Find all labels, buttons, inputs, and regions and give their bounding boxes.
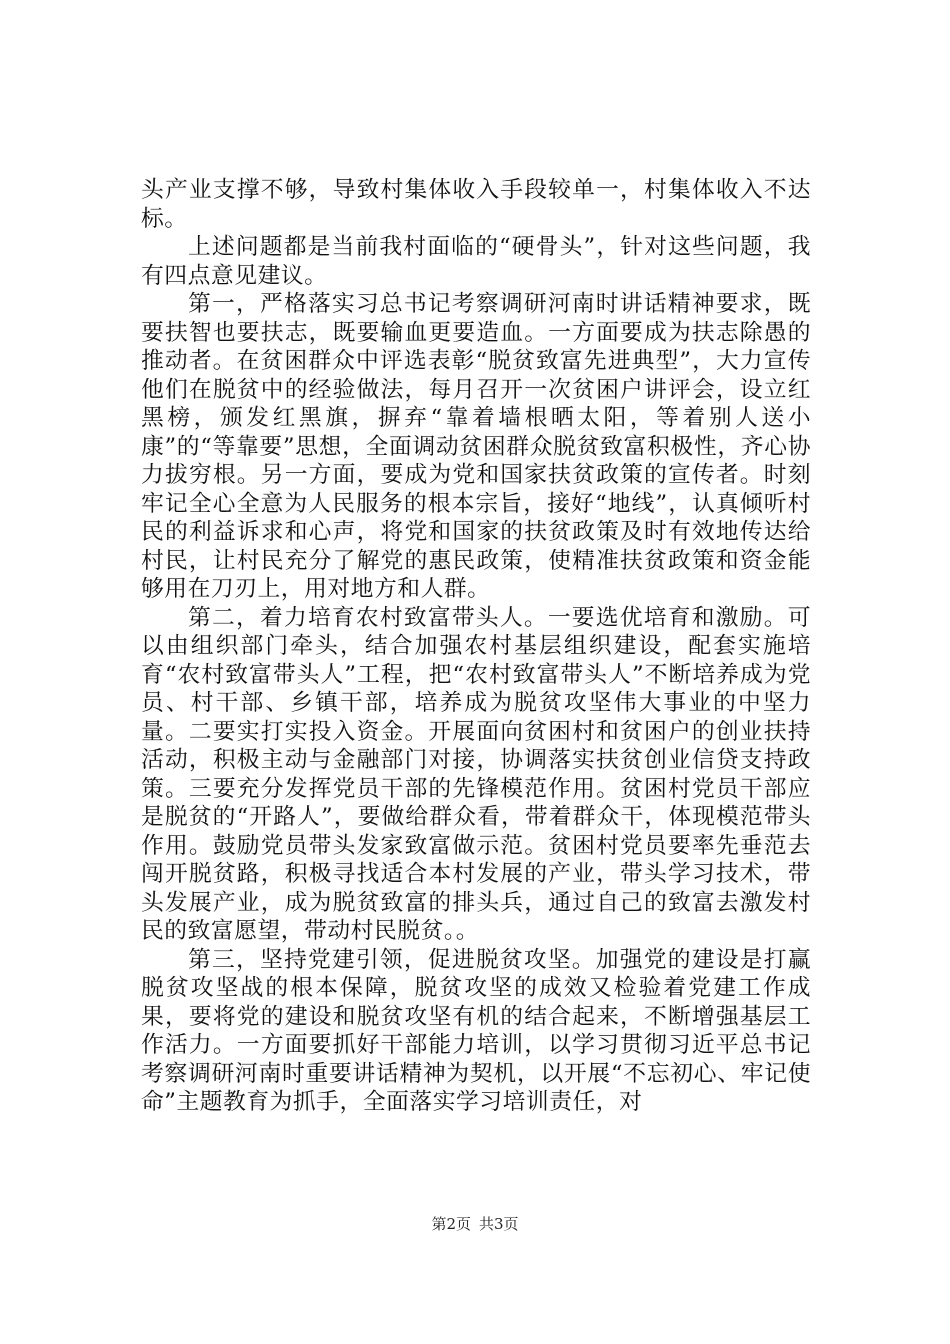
document-body	[141, 176, 811, 1117]
paragraph-2: 上述问题都是当前我村面临的“硬骨头”，针对这些问题，我有四点意见建议。	[141, 234, 811, 289]
paragraph-3: 第一，严格落实习总书记考察调研河南时讲话精神要求，既要扶智也要扶志，既要输血更要造血。一方面要成为扶志除愚的推动者。在贫困群众中评选表彰“脱贫致富先进典型”，大力宣传他们在脱贫中的经验做法，每月召开一次贫困户讲评会，设立红黑榜，颁发红黑旗，摒弃“靠着墙根晒太阳，等着别人送小康”的“等靠要”思想，全面调动贫困群众脱贫致富积极性，齐心协力拔穷根。另一方面，要成为党和国家扶贫政策的宣传者。时刻牢记全心全意为人民服务的根本宗旨，接好“地线”，认真倾听村民的利益诉求和心声，将党和国家的扶贫政策及时有效地传达给村民，让村民充分了解党的惠民政策，使精准扶贫政策和资金能够用在刀刃上，用对地方和人群。	[141, 291, 811, 602]
page-number-total: 共3页	[479, 1215, 519, 1233]
paragraph-4: 第二，着力培育农村致富带头人。一要选优培育和激励。可以由组织部门牵头，结合加强农村基层组织建设，配套实施培育“农村致富带头人”工程，把“农村致富带头人”不断培养成为党员、村干部、乡镇干部，培养成为脱贫攻坚伟大事业的中坚力量。二要实打实投入资金。开展面向贫困村和贫困户的创业扶持活动，积极主动与金融部门对接，协调落实扶贫创业信贷支持政策。三要充分发挥党员干部的先锋模范作用。贫困村党员干部应是脱贫的“开路人”，要做给群众看，带着群众干，体现模范带头作用。鼓励党员带头发家致富做示范。贫困村党员要率先垂范去闯开脱贫路，积极寻找适合本村发展的产业，带头学习技术，带头发展产业，成为脱贫致富的排头兵，通过自己的致富去激发村民的致富愿望，带动村民脱贫。。	[141, 604, 811, 944]
paragraph-1: 头产业支撑不够，导致村集体收入手段较单一，村集体收入不达标。	[141, 177, 811, 232]
page-footer	[0, 1214, 950, 1234]
paragraph-5: 第三，坚持党建引领，促进脱贫攻坚。加强党的建设是打赢脱贫攻坚战的根本保障，脱贫攻坚的成效又检验着党建工作成果，要将党的建设和脱贫攻坚有机的结合起来，不断增强基层工作活力。一方面要抓好干部能力培训，以学习贯彻习近平总书记考察调研河南时重要讲话精神为契机，以开展“不忘初心、牢记使命”主题教育为抓手，全面落实学习培训责任，对	[141, 946, 811, 1115]
page-number-current: 第2页	[431, 1215, 471, 1233]
